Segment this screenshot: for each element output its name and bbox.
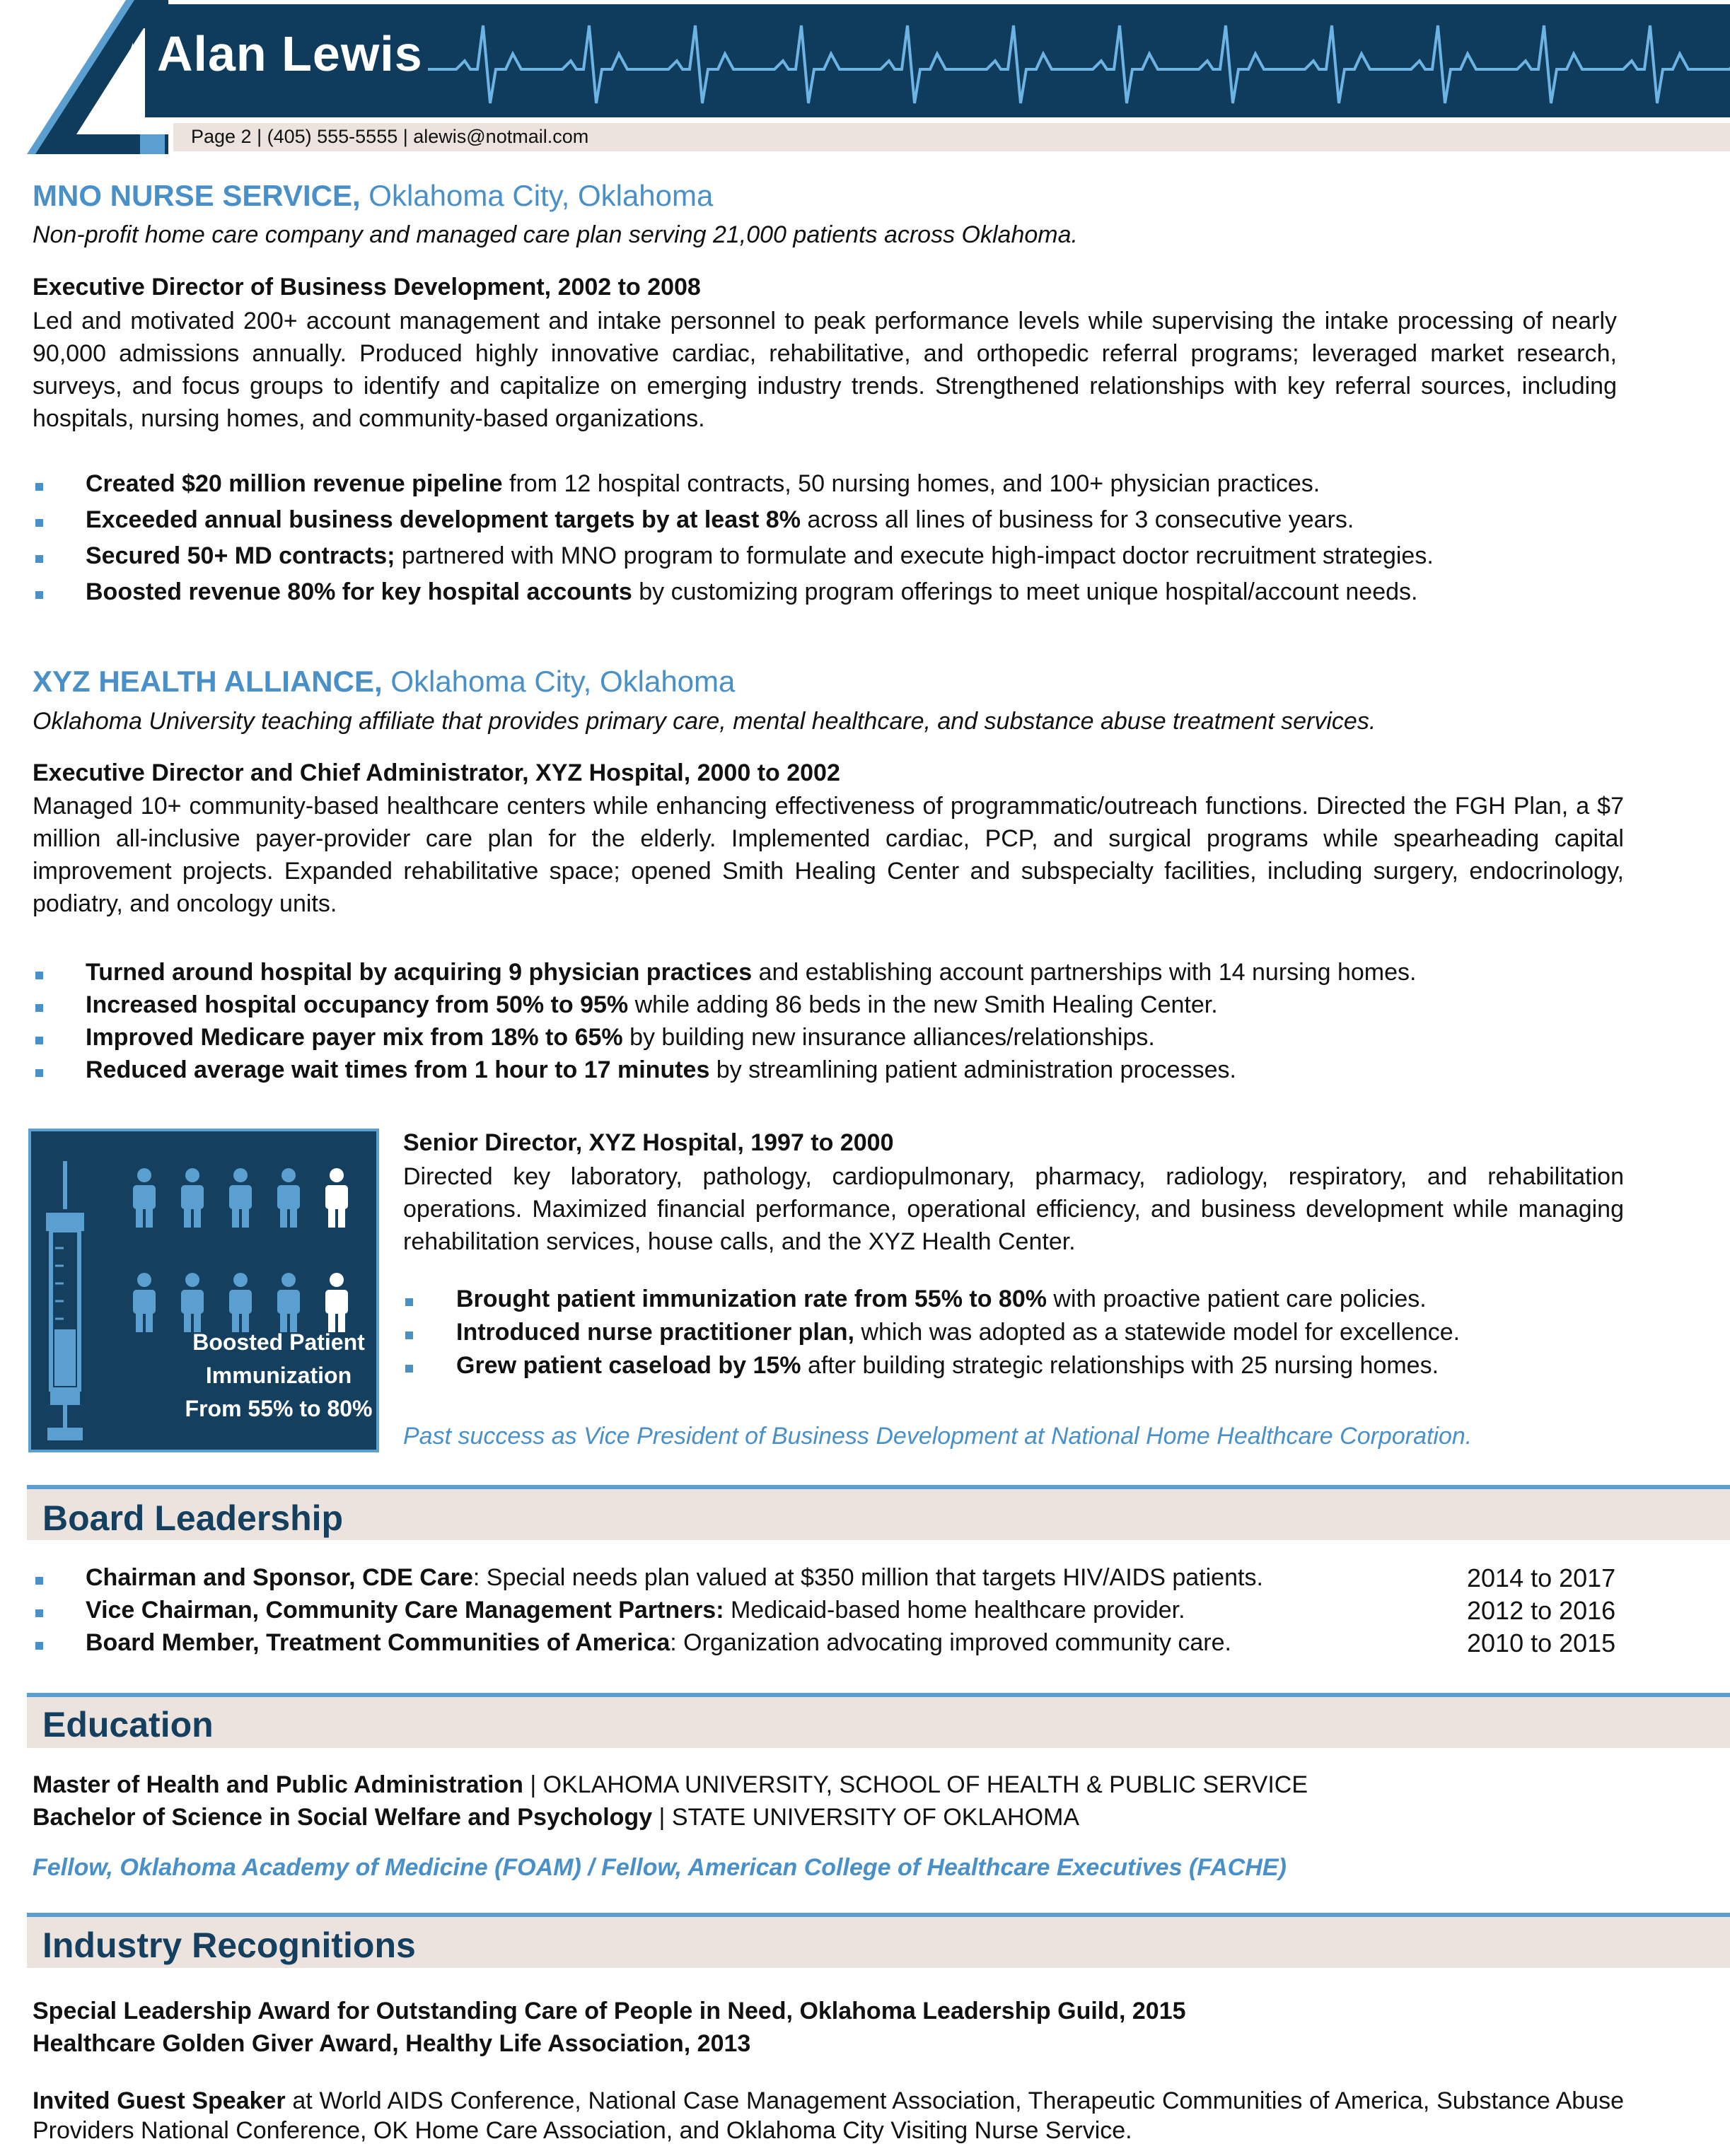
- bullet-icon: [35, 483, 43, 491]
- person-figure-icon: [181, 1273, 204, 1332]
- caption-line: Boosted Patient: [192, 1329, 365, 1355]
- section-title: Education: [42, 1705, 214, 1744]
- contact-line: Page 2 | (405) 555-5555 | alewis@notmail.com: [191, 126, 589, 147]
- achievement: Reduced average wait times from 1 hour to 17 minutes by streamlining patient administration processes.: [86, 1056, 1236, 1083]
- achievement: Improved Medicare payer mix from 18% to 65% by building new insurance alliances/relationships.: [86, 1024, 1155, 1051]
- bullet-icon: [35, 555, 43, 563]
- degree: Master of Health and Public Administration | OKLAHOMA UNIVERSITY, SCHOOL OF HEALTH & PUBLIC SERVICE: [33, 1771, 1308, 1798]
- person-figure-icon: [277, 1168, 300, 1228]
- achievement: Increased hospital occupancy from 50% to 95% while adding 86 beds in the new Smith Healing Center.: [86, 991, 1218, 1018]
- bullet-icon: [405, 1365, 413, 1373]
- bullet-icon: [35, 1004, 43, 1012]
- bullet-icon: [35, 1642, 43, 1650]
- job-title: Executive Director of Business Development, 2002 to 2008: [33, 274, 701, 301]
- board-role: Vice Chairman, Community Care Management Partners: Medicaid-based home healthcare provider.: [86, 1597, 1185, 1624]
- achievement: Secured 50+ MD contracts; partnered with MNO program to formulate and execute high-impact doctor recruitment strategies.: [86, 542, 1434, 569]
- degree: Bachelor of Science in Social Welfare and Psychology | STATE UNIVERSITY OF OKLAHOMA: [33, 1804, 1080, 1831]
- org-heading: [33, 665, 735, 699]
- bullet-icon: [35, 1069, 43, 1077]
- section-band: [27, 1697, 1730, 1748]
- bullet-icon: [35, 972, 43, 979]
- org-location: Oklahoma City, Oklahoma: [360, 179, 714, 212]
- achievement: Boosted revenue 80% for key hospital accounts by customizing program offerings to meet unique hospital/account needs.: [86, 578, 1418, 605]
- org-heading: [33, 179, 713, 213]
- achievement: Created $20 million revenue pipeline from 12 hospital contracts, 50 nursing homes, and 100+ physician practices.: [86, 470, 1320, 497]
- board-role: Board Member, Treatment Communities of America: Organization advocating improved community care.: [86, 1629, 1231, 1656]
- org-description: Oklahoma University teaching affiliate that provides primary care, mental healthcare, and substance abuse treatment services.: [33, 708, 1376, 735]
- org-name: MNO NURSE SERVICE,: [33, 179, 361, 212]
- person-figure-icon: [325, 1168, 348, 1228]
- org-name: XYZ HEALTH ALLIANCE,: [33, 665, 383, 698]
- bullet-icon: [405, 1332, 413, 1339]
- person-figure-icon: [325, 1273, 348, 1332]
- job-summary: Directed key laboratory, pathology, cardiopulmonary, pharmacy, radiology, respiratory, and rehabilitation operations. Maximized financial performance, operational efficiency, and business development while managing rehabilitation services, house calls, and the XYZ Health Center.: [403, 1163, 1624, 1255]
- org-description: Non-profit home care company and managed care plan serving 21,000 patients across Oklahoma.: [33, 221, 1078, 248]
- syringe-icon: [48, 1161, 82, 1438]
- patient-figures-icon: [133, 1168, 348, 1332]
- speaker-engagements: Invited Guest Speaker at World AIDS Conference, National Case Management Association, Therapeutic Communities of America, Substance Abuse Providers National Conference, OK Home Care Association, and Oklahoma City Visiting Nurse Service.: [33, 2087, 1624, 2144]
- achievement: Grew patient caseload by 15% after building strategic relationships with 25 nursing homes.: [456, 1352, 1439, 1379]
- al-monogram-logo: [27, 0, 168, 154]
- board-years: 2014 to 2017: [1467, 1563, 1616, 1592]
- job-title: Executive Director and Chief Administrator, XYZ Hospital, 2000 to 2002: [33, 759, 840, 786]
- section-title: Industry Recognitions: [42, 1925, 416, 1965]
- person-figure-icon: [133, 1273, 156, 1332]
- person-figure-icon: [229, 1168, 252, 1228]
- achievement: Brought patient immunization rate from 55% to 80% with proactive patient care policies.: [456, 1286, 1427, 1312]
- past-experience-note: Past success as Vice President of Business Development at National Home Healthcare Corporation.: [403, 1423, 1473, 1450]
- bullet-icon: [405, 1298, 413, 1306]
- job-summary: Led and motivated 200+ account management and intake personnel to peak performance levels while supervising the intake processing of nearly 90,000 admissions annually. Produced highly innovative cardiac, rehabilitative, and orthopedic referral programs; leveraged market research, surveys, and focus groups to identify and capitalize on emerging industry trends. Strengthened relationships with key referral sources, including hospitals, nursing homes, and community-based organizations.: [33, 308, 1617, 432]
- achievement: Exceeded annual business development targets by at least 8% across all lines of business for 3 consecutive years.: [86, 506, 1354, 533]
- caption-line: Immunization: [205, 1363, 352, 1388]
- person-figure-icon: [133, 1168, 156, 1228]
- person-figure-icon: [229, 1273, 252, 1332]
- bullet-icon: [35, 1577, 43, 1585]
- candidate-name: Alan Lewis: [157, 26, 423, 81]
- person-figure-icon: [181, 1168, 204, 1228]
- fellowships: Fellow, Oklahoma Academy of Medicine (FOAM) / Fellow, American College of Healthcare Executives (FACHE): [33, 1854, 1287, 1881]
- achievement: Turned around hospital by acquiring 9 physician practices and establishing account partnerships with 14 nursing homes.: [86, 959, 1417, 986]
- person-figure-icon: [277, 1273, 300, 1332]
- board-years: 2010 to 2015: [1467, 1628, 1616, 1657]
- job-title: Senior Director, XYZ Hospital, 1997 to 2000: [403, 1129, 894, 1156]
- caption-line: From 55% to 80%: [185, 1396, 373, 1421]
- bullet-icon: [35, 591, 43, 599]
- job-summary: Managed 10+ community-based healthcare centers while enhancing effectiveness of programmatic/outreach functions. Directed the FGH Plan, a $7 million all-inclusive payer-provider care plan for the elderly. Implemented cardiac, PCP, and surgical programs while spearheading capital improvement projects. Expanded rehabilitative space; opened Smith Healing Center and subspecialty facilities, including surgery, endocrinology, podiatry, and oncology units.: [33, 793, 1624, 917]
- org-location: Oklahoma City, Oklahoma: [382, 665, 736, 698]
- section-title: Board Leadership: [42, 1498, 344, 1538]
- infographic-caption: [144, 1326, 413, 1426]
- achievement: Introduced nurse practitioner plan, which was adopted as a statewide model for excellence.: [456, 1319, 1461, 1346]
- award: Healthcare Golden Giver Award, Healthy Life Association, 2013: [33, 2030, 751, 2057]
- immunization-infographic: [28, 1129, 379, 1452]
- award: Special Leadership Award for Outstanding Care of People in Need, Oklahoma Leadership Guild, 2015: [33, 1998, 1186, 2024]
- bullet-icon: [35, 519, 43, 527]
- bullet-icon: [35, 1609, 43, 1617]
- bullet-icon: [35, 1037, 43, 1044]
- board-years: 2012 to 2016: [1467, 1596, 1616, 1625]
- board-role: Chairman and Sponsor, CDE Care: Special needs plan valued at $350 million that targets HIV/AIDS patients.: [86, 1564, 1263, 1591]
